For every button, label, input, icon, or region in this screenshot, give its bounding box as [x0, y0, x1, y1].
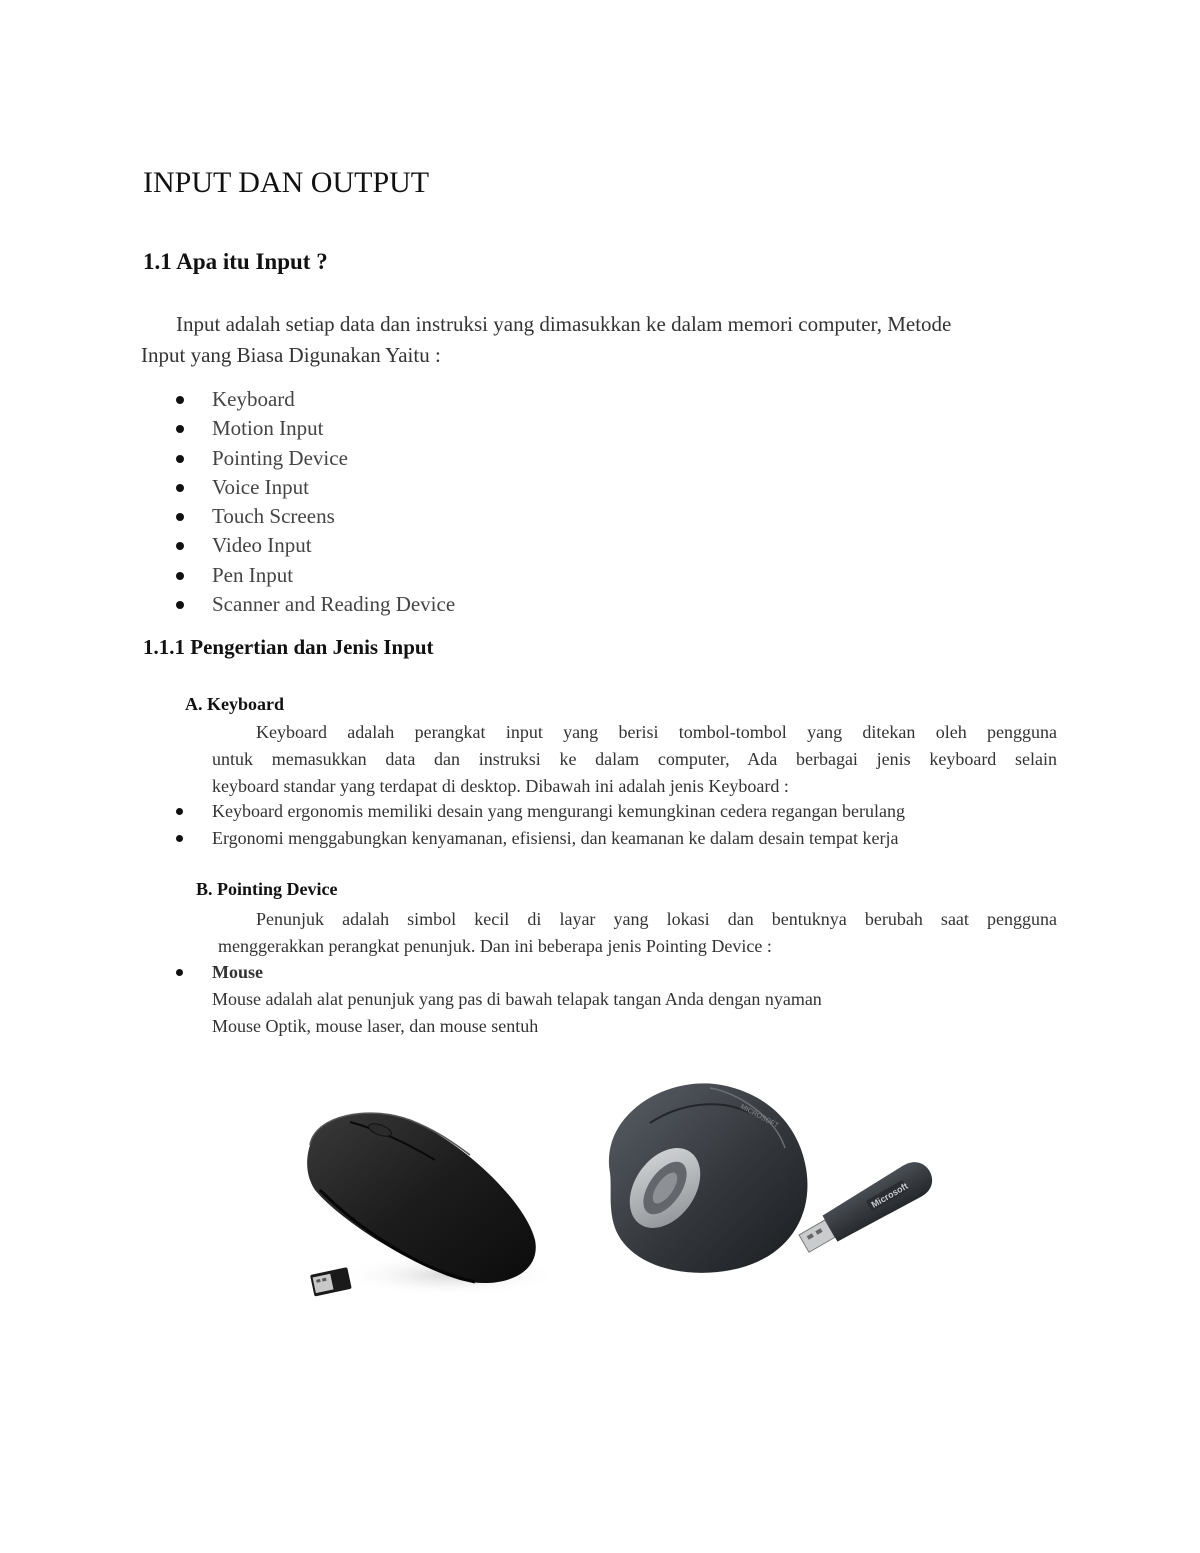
bullet-icon — [176, 835, 183, 842]
bullet-icon — [176, 969, 183, 976]
list-item-label: Voice Input — [212, 474, 310, 499]
list-item-label: Video Input — [212, 533, 312, 558]
subheading-keyboard: A. Keyboard — [185, 694, 284, 714]
list-item — [176, 385, 455, 414]
pointing-paragraph-line-2: menggerakkan perangkat penunjuk. Dan ini beberapa jenis Pointing Device : — [218, 936, 772, 956]
bullet-icon — [176, 808, 183, 815]
page-title: INPUT DAN OUTPUT — [143, 166, 430, 199]
list-item — [176, 561, 455, 590]
input-methods-list — [176, 385, 455, 619]
list-item — [176, 959, 263, 986]
list-item-label: Keyboard ergonomis memiliki desain yang mengurangi kemungkinan cedera regangan berulang — [212, 801, 905, 821]
bullet-icon — [176, 484, 184, 492]
bullet-icon — [176, 396, 184, 404]
list-item-label: Pen Input — [212, 562, 294, 587]
mouse-description-line-1: Mouse adalah alat penunjuk yang pas di bawah telapak tangan Anda dengan nyaman — [212, 989, 822, 1009]
list-item — [176, 444, 455, 473]
list-item-label: Scanner and Reading Device — [212, 592, 456, 617]
svg-text:MICROSOFT: MICROSOFT — [739, 1103, 780, 1130]
keyboard-paragraph — [212, 719, 1057, 800]
list-item — [176, 825, 905, 852]
mouse-heading: Mouse — [212, 962, 263, 982]
list-item-label: Touch Screens — [212, 504, 335, 529]
keyboard-paragraph-line-3: keyboard standar yang terdapat di desktop. Dibawah ini adalah jenis Keyboard : — [212, 776, 789, 796]
mouse-description — [212, 986, 822, 1040]
list-item — [176, 798, 905, 825]
bullet-icon — [176, 542, 184, 550]
mouse-description-line-2: Mouse Optik, mouse laser, dan mouse sentuh — [212, 1016, 539, 1036]
black-wireless-mouse-image — [300, 1100, 555, 1325]
pointing-types-list — [176, 959, 263, 986]
subheading-pointing-device: B. Pointing Device — [196, 879, 338, 899]
keyboard-types-list — [176, 798, 905, 852]
bullet-icon — [176, 455, 184, 463]
list-item-label: Motion Input — [212, 416, 324, 441]
list-item-label: Keyboard — [212, 387, 295, 411]
pointing-paragraph-line-1: Penunjuk adalah simbol kecil di layar yang lokasi dan bentuknya berubah saat pengguna — [256, 909, 1057, 929]
intro-text-line-1: Input adalah setiap data dan instruksi yang dimasukkan ke dalam memori computer, Metode — [176, 312, 952, 336]
list-item — [176, 590, 455, 619]
section-heading-1-1: 1.1 Apa itu Input ? — [143, 249, 328, 274]
list-item-label: Ergonomi menggabungkan kenyamanan, efisiensi, dan keamanan ke dalam desain tempat kerja — [212, 828, 899, 848]
list-item — [176, 531, 455, 560]
keyboard-paragraph-line-1: Keyboard adalah perangkat input yang berisi tombol-tombol yang ditekan oleh pengguna — [256, 722, 1057, 742]
list-item — [176, 502, 455, 531]
keyboard-paragraph-line-2: untuk memasukkan data dan instruksi ke dalam computer, Ada berbagai jenis keyboard selain — [212, 749, 1057, 769]
dongle-logo: Microsoft — [869, 1180, 910, 1210]
bullet-icon — [176, 513, 184, 521]
list-item — [176, 414, 455, 443]
section-heading-1-1-1: 1.1.1 Pengertian dan Jenis Input — [143, 635, 434, 659]
gray-wireless-mouse-with-dongle-image — [590, 1078, 942, 1283]
bullet-icon — [176, 601, 184, 609]
pointing-paragraph — [218, 906, 1057, 960]
intro-text-line-2: Input yang Biasa Digunakan Yaitu : — [141, 343, 441, 367]
bullet-icon — [176, 572, 184, 580]
bullet-icon — [176, 425, 184, 433]
list-item — [176, 473, 455, 502]
list-item-label: Pointing Device — [212, 445, 348, 470]
